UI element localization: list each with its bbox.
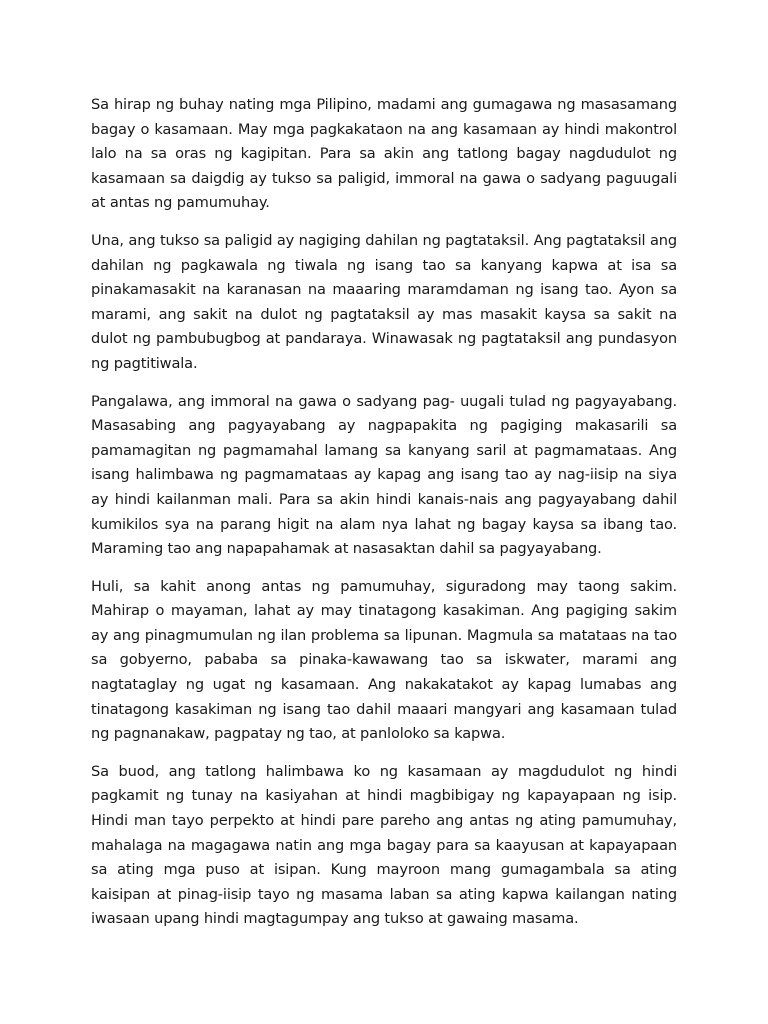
document-body <box>91 93 677 945</box>
paragraph-conclusion: Sa buod, ang tatlong halimbawa ko ng kasamaan ay magdudulot ng hindi pagkamit ng tunay na kasiyahan at hindi magbibigay ng kapayapaan ng isip. Hindi man tayo perpekto at hindi pare pareho ang antas ng ating pamumuhay, mahalaga na magagawa natin ang mga bagay para sa kaayusan at kapayapaan sa ating mga puso at isipan. Kung mayroon mang gumagambala sa ating kaisipan at pinag-iisip tayo ng masama laban sa ating kapwa kailangan nating iwasaan upang hindi magtagumpay ang tukso at gawaing masama. <box>91 762 677 928</box>
paragraph-first-point: Una, ang tukso sa paligid ay nagiging dahilan ng pagtataksil. Ang pagtataksil ang dahilan ng pagkawala ng tiwala ng isang tao sa kanyang kapwa at isa sa pinakamasakit na karanasan na maaaring maramdaman ng isang tao. Ayon sa marami, ang sakit na dulot ng pagtataksil ay mas masakit kaysa sa sakit na dulot ng pambubugbog at pandaraya. Winawasak ng pagtataksil ang pundasyon ng pagtitiwala. <box>91 231 677 372</box>
paragraph-intro: Sa hirap ng buhay nating mga Pilipino, madami ang gumagawa ng masasamang bagay o kasamaan. May mga pagkakataon na ang kasamaan ay hindi makontrol lalo na sa oras ng kagipitan. Para sa akin ang tatlong bagay nagdudulot ng kasamaan sa daigdig ay tukso sa paligid, immoral na gawa o sadyang paguugali at antas ng pamumuhay. <box>91 96 677 212</box>
paragraph-second-point: Pangalawa, ang immoral na gawa o sadyang pag- uugali tulad ng pagyayabang. Masasabing ang pagyayabang ay nagpapakita ng pagiging makasarili sa pamamagitan ng pagmamahal lamang sa kanyang saril at pagmamataas. Ang isang halimbawa ng pagmamataas ay kapag ang isang tao ay nag-iisip na siya ay hindi kailanman mali. Para sa akin hindi kanais-nais ang pagyayabang dahil kumikilos sya na parang higit na alam nya lahat ng bagay kaysa sa ibang tao. Maraming tao ang napapahamak at nasasaktan dahil sa pagyayabang. <box>91 392 677 558</box>
paragraph-third-point: Huli, sa kahit anong antas ng pamumuhay, siguradong may taong sakim. Mahirap o mayaman, lahat ay may tinatagong kasakiman. Ang pagiging sakim ay ang pinagmumulan ng ilan problema sa lipunan. Magmula sa matataas na tao sa gobyerno, pababa sa pinaka-kawawang tao sa iskwater, marami ang nagtataglay ng ugat ng kasamaan. Ang nakakatakot ay kapag lumabas ang tinatagong kasakiman ng isang tao dahil maaari mangyari ang kasamaan tulad ng pagnanakaw, pagpatay ng tao, at panloloko sa kapwa. <box>91 577 677 743</box>
